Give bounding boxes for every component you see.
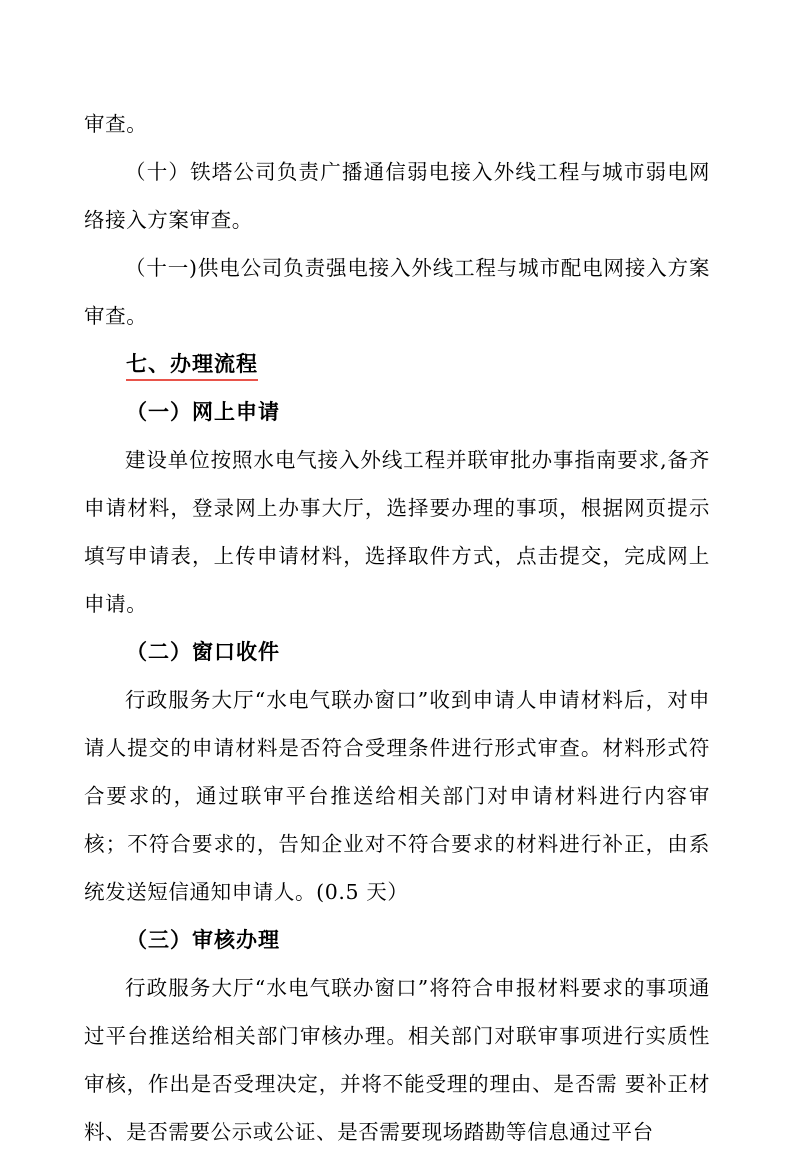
- subsection-body-review-processing: 行政服务大厅“水电气联办窗口”将符合申报材料要求的事项通过平台推送给相关部门审核办理。相关部门对联审事项进行实质性审核，作出是否受理决定，并将不能受理的理由、是否需 要补正材料、是否需要公示或公证、是否需要现场踏勘等信息通过平台: [84, 976, 710, 1144]
- section-heading-process: [84, 340, 710, 388]
- subsection-heading-online-application: （一）网上申请: [126, 399, 280, 424]
- subsection-body-online-application: 建设单位按照水电气接入外线工程并联审批办事指南要求,备齐申请材料，登录网上办事大厅，选择要办理的事项，根据网页提示填写申请表，上传申请材料，选择取件方式，点击提交，完成网上申请。: [84, 448, 710, 616]
- document-body: [84, 100, 710, 1156]
- subsection-heading-window-acceptance: （二）窗口收件: [126, 639, 280, 664]
- subsection-heading-review-processing: （三）审核办理: [126, 927, 280, 952]
- subsection-body-window-acceptance: 行政服务大厅“水电气联办窗口”收到申请人申请材料后，对申请人提交的申请材料是否符合受理条件进行形式审查。材料形式符合要求的，通过联审平台推送给相关部门对申请材料进行内容审核；不符合要求的，告知企业对不符合要求的材料进行补正，由系统发送短信通知申请人。(0.5 天）: [84, 688, 710, 904]
- paragraph-review-continuation: 审查。: [84, 112, 148, 136]
- paragraph-item-ten: （十）铁塔公司负责广播通信弱电接入外线工程与城市弱电网络接入方案审查。: [84, 160, 710, 232]
- section-heading-text: 七、办理流程: [126, 351, 258, 381]
- paragraph-item-eleven: （十一)供电公司负责强电接入外线工程与城市配电网接入方案审查。: [84, 256, 710, 328]
